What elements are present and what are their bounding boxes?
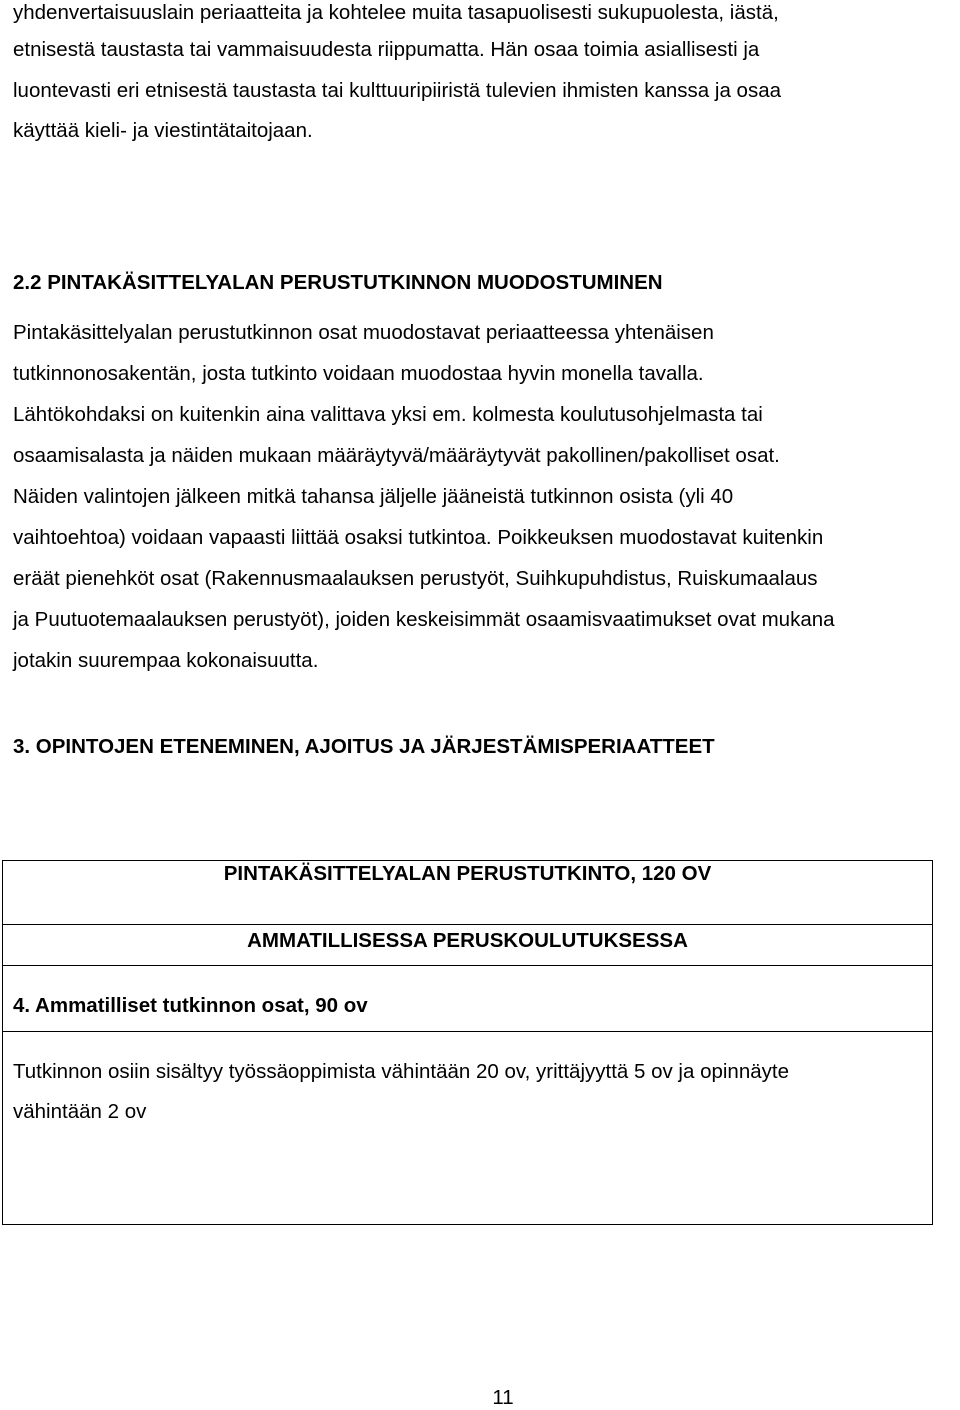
box-title-line-2: AMMATILLISESSA PERUSKOULUTUKSESSA	[247, 929, 688, 952]
section-2-2-line-8: ja Puutuotemaalauksen perustyöt), joiden keskeisimmät osaamisvaatimukset ovat mukana	[13, 608, 835, 631]
box-divider-3	[3, 1031, 932, 1032]
intro-line-3: luontevasti eri etnisestä taustasta tai kulttuuripiiristä tulevien ihmisten kanssa ja osaa	[13, 79, 782, 102]
intro-line-1: yhdenvertaisuuslain periaatteita ja kohtelee muita tasapuolisesti sukupuolesta, iästä,	[13, 1, 779, 24]
section-2-2-line-1: Pintakäsittelyalan perustutkinnon osat muodostavat periaatteessa yhtenäisen	[13, 321, 714, 344]
section-2-2-line-6: vaihtoehtoa) voidaan vapaasti liittää osaksi tutkintoa. Poikkeuksen muodostavat kuitenkin	[13, 526, 824, 549]
box-divider-2	[3, 965, 932, 966]
section-2-2-line-4: osaamisalasta ja näiden mukaan määräytyvä/määräytyvät pakollinen/pakolliset osat.	[13, 444, 780, 467]
section-2-2-line-3: Lähtökohdaksi on kuitenkin aina valittava yksi em. kolmesta koulutusohjelmasta tai	[13, 403, 763, 426]
box-title-line-1: PINTAKÄSITTELYALAN PERUSTUTKINTO, 120 OV	[223, 862, 712, 885]
section-2-2-line-7: eräät pienehköt osat (Rakennusmaalauksen perustyöt, Suihkupuhdistus, Ruiskumaalaus	[13, 567, 818, 590]
section-2-2-heading: 2.2 PINTAKÄSITTELYALAN PERUSTUTKINNON MUODOSTUMINEN	[13, 271, 663, 294]
section-3-heading: 3. OPINTOJEN ETENEMINEN, AJOITUS JA JÄRJESTÄMISPERIAATTEET	[13, 735, 715, 758]
section-2-2-line-2: tutkinnonosakentän, josta tutkinto voidaan muodostaa hyvin monella tavalla.	[13, 362, 704, 385]
box-subheading: 4. Ammatilliset tutkinnon osat, 90 ov	[13, 994, 368, 1017]
page-number: 11	[492, 1386, 514, 1409]
box-text-line-2: vähintään 2 ov	[13, 1100, 147, 1123]
section-2-2-line-9: jotakin suurempaa kokonaisuutta.	[13, 649, 319, 672]
box-divider-1	[3, 924, 932, 925]
section-2-2-line-5: Näiden valintojen jälkeen mitkä tahansa jäljelle jääneistä tutkinnon osista (yli 40	[13, 485, 734, 508]
intro-line-2: etnisestä taustasta tai vammaisuudesta riippumatta. Hän osaa toimia asiallisesti ja	[13, 38, 760, 61]
box-text-line-1: Tutkinnon osiin sisältyy työssäoppimista vähintään 20 ov, yrittäjyyttä 5 ov ja opinnäyte	[13, 1060, 789, 1083]
intro-line-4: käyttää kieli- ja viestintätaitojaan.	[13, 119, 313, 142]
degree-info-box	[2, 860, 933, 1225]
